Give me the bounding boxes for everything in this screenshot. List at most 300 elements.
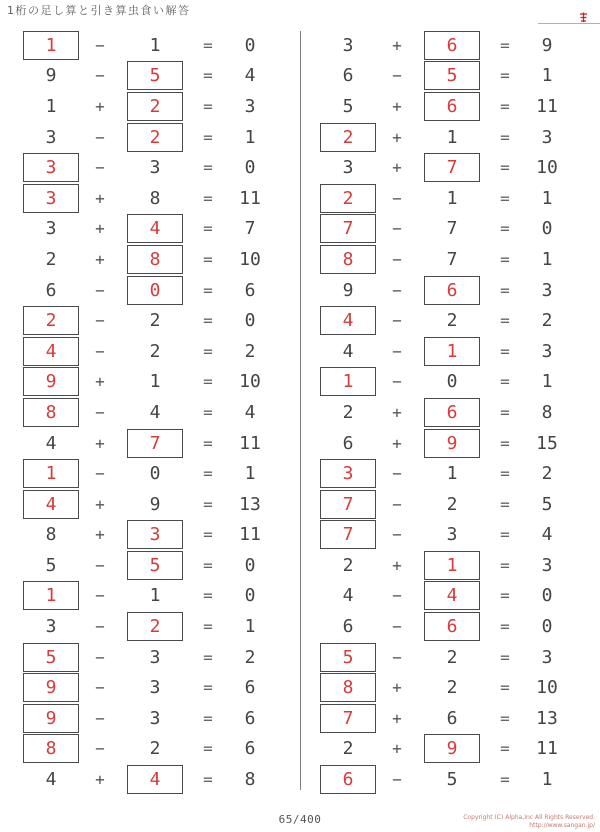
answer-box: 5	[127, 61, 183, 90]
operand-a: 3	[45, 616, 57, 638]
equation-row	[14, 703, 298, 734]
equation-row	[311, 428, 595, 459]
equation-row	[311, 275, 595, 306]
equals-sign: =	[203, 464, 213, 484]
operand-a: 4	[342, 585, 354, 607]
answer-box: 3	[127, 520, 183, 549]
equals-sign: =	[203, 770, 213, 790]
operand-a: 3	[45, 126, 57, 148]
operand-a: 1	[45, 95, 57, 117]
operator: −	[95, 341, 105, 361]
problems-column-left	[14, 30, 298, 795]
answer-box: 8	[23, 734, 79, 763]
operand-a: 2	[342, 554, 354, 576]
answer-box: 2	[127, 92, 183, 121]
result: 0	[541, 585, 553, 607]
equation-row	[14, 734, 298, 765]
operand-b: 2	[446, 646, 458, 668]
equals-sign: =	[500, 341, 510, 361]
operator: +	[95, 249, 105, 269]
result: 6	[244, 738, 256, 760]
operand-a: 9	[45, 65, 57, 87]
answer-box: 5	[424, 61, 480, 90]
equals-sign: =	[203, 617, 213, 637]
answer-box: 3	[23, 153, 79, 182]
equation-row	[311, 214, 595, 245]
operand-b: 7	[446, 218, 458, 240]
equation-row	[14, 489, 298, 520]
equation-row	[14, 764, 298, 795]
answer-box: 1	[424, 337, 480, 366]
operator: −	[392, 188, 402, 208]
operand-a: 5	[342, 95, 354, 117]
equation-row	[14, 336, 298, 367]
equation-row	[311, 30, 595, 61]
equals-sign: =	[203, 188, 213, 208]
equation-row	[311, 336, 595, 367]
operator: −	[392, 770, 402, 790]
result: 3	[541, 279, 553, 301]
answer-box: 5	[320, 643, 376, 672]
operand-b: 5	[446, 769, 458, 791]
operator: +	[95, 494, 105, 514]
operand-a: 8	[45, 524, 57, 546]
answer-box: 8	[127, 245, 183, 274]
operand-a: 2	[342, 401, 354, 423]
equals-sign: =	[500, 617, 510, 637]
equation-row	[311, 764, 595, 795]
operator: +	[392, 402, 402, 422]
answer-box: 4	[127, 765, 183, 794]
equation-row	[14, 581, 298, 612]
equals-sign: =	[500, 586, 510, 606]
operator: −	[392, 617, 402, 637]
operator: +	[392, 127, 402, 147]
operand-b: 2	[446, 493, 458, 515]
operator: +	[392, 433, 402, 453]
copyright	[463, 814, 595, 830]
operand-b: 2	[149, 340, 161, 362]
result: 7	[244, 218, 256, 240]
result: 11	[239, 432, 261, 454]
equals-sign: =	[500, 249, 510, 269]
result: 1	[541, 248, 553, 270]
result: 13	[536, 707, 558, 729]
equals-sign: =	[203, 372, 213, 392]
operand-b: 6	[446, 707, 458, 729]
operand-b: 1	[149, 34, 161, 56]
equation-row	[311, 642, 595, 673]
answer-box: 7	[320, 520, 376, 549]
result: 3	[541, 554, 553, 576]
operand-b: 7	[446, 248, 458, 270]
result: 1	[244, 126, 256, 148]
equals-sign: =	[500, 311, 510, 331]
equation-row	[311, 61, 595, 92]
equals-sign: =	[500, 770, 510, 790]
result: 6	[244, 677, 256, 699]
answer-box: 2	[23, 306, 79, 335]
result: 13	[239, 493, 261, 515]
answer-box: 1	[23, 31, 79, 60]
answer-box: 5	[23, 643, 79, 672]
equals-sign: =	[203, 158, 213, 178]
operator: +	[95, 96, 105, 116]
equals-sign: =	[203, 311, 213, 331]
equals-sign: =	[203, 249, 213, 269]
answer-box: 4	[424, 581, 480, 610]
operand-b: 0	[149, 463, 161, 485]
equation-row	[14, 152, 298, 183]
operand-a: 6	[45, 279, 57, 301]
equation-row	[14, 458, 298, 489]
operator: −	[392, 464, 402, 484]
equals-sign: =	[203, 127, 213, 147]
operator: −	[95, 555, 105, 575]
result: 11	[536, 738, 558, 760]
equals-sign: =	[203, 739, 213, 759]
result: 2	[244, 340, 256, 362]
answer-box: 8	[320, 673, 376, 702]
answer-box: 6	[424, 612, 480, 641]
operator: −	[95, 127, 105, 147]
equals-sign: =	[500, 188, 510, 208]
equation-row	[14, 367, 298, 398]
operator: +	[392, 678, 402, 698]
answer-box: 6	[424, 31, 480, 60]
equation-row	[311, 581, 595, 612]
result: 0	[541, 616, 553, 638]
answer-box: 9	[424, 734, 480, 763]
answer-box: 1	[23, 459, 79, 488]
equals-sign: =	[500, 66, 510, 86]
operator: −	[392, 647, 402, 667]
operand-b: 2	[149, 738, 161, 760]
answer-box: 8	[320, 245, 376, 274]
equals-sign: =	[500, 647, 510, 667]
answer-box: 2	[127, 123, 183, 152]
equals-sign: =	[500, 158, 510, 178]
equals-sign: =	[500, 494, 510, 514]
operand-a: 3	[45, 218, 57, 240]
equals-sign: =	[500, 96, 510, 116]
operand-b: 1	[149, 585, 161, 607]
page-title: 1桁の足し算と引き算虫食い解答	[7, 4, 191, 17]
equation-row	[311, 672, 595, 703]
problems-column-right	[311, 30, 595, 795]
operator: +	[392, 555, 402, 575]
equals-sign: =	[500, 678, 510, 698]
result: 1	[541, 371, 553, 393]
result: 3	[541, 646, 553, 668]
operator: −	[392, 341, 402, 361]
operand-a: 6	[342, 432, 354, 454]
operator: +	[95, 188, 105, 208]
answer-box: 2	[320, 184, 376, 213]
operator: −	[95, 586, 105, 606]
equation-row	[311, 489, 595, 520]
result: 11	[536, 95, 558, 117]
operand-a: 4	[342, 340, 354, 362]
equation-row	[14, 61, 298, 92]
equation-row	[14, 611, 298, 642]
answer-box: 4	[23, 490, 79, 519]
operand-a: 6	[342, 616, 354, 638]
equation-row	[311, 611, 595, 642]
result: 3	[541, 126, 553, 148]
operator: −	[95, 678, 105, 698]
operator: +	[95, 433, 105, 453]
equation-row	[14, 275, 298, 306]
operator: −	[392, 280, 402, 300]
operand-a: 2	[342, 738, 354, 760]
answer-box: 9	[23, 704, 79, 733]
page-number: 65/400	[278, 813, 322, 826]
equals-sign: =	[203, 494, 213, 514]
result: 0	[244, 310, 256, 332]
operator: +	[95, 372, 105, 392]
result: 4	[244, 401, 256, 423]
equation-row	[14, 642, 298, 673]
equals-sign: =	[203, 35, 213, 55]
operator: +	[392, 739, 402, 759]
result: 6	[244, 279, 256, 301]
result: 0	[541, 218, 553, 240]
result: 11	[239, 524, 261, 546]
answer-box: 2	[320, 123, 376, 152]
equation-row	[14, 30, 298, 61]
equals-sign: =	[203, 96, 213, 116]
result: 10	[239, 248, 261, 270]
equation-row	[14, 244, 298, 275]
operand-b: 8	[149, 187, 161, 209]
result: 8	[244, 769, 256, 791]
result: 1	[541, 187, 553, 209]
equation-row	[311, 183, 595, 214]
operator: +	[392, 96, 402, 116]
answer-box: 1	[320, 367, 376, 396]
answer-box: 7	[320, 214, 376, 243]
answer-box: 2	[127, 612, 183, 641]
equals-sign: =	[203, 219, 213, 239]
result: 2	[244, 646, 256, 668]
operator: −	[392, 311, 402, 331]
result: 3	[244, 95, 256, 117]
operator: +	[392, 158, 402, 178]
operator: −	[95, 66, 105, 86]
operator: −	[392, 586, 402, 606]
operand-b: 3	[149, 646, 161, 668]
equals-sign: =	[500, 525, 510, 545]
equals-sign: =	[500, 219, 510, 239]
equation-row	[311, 458, 595, 489]
equals-sign: =	[203, 647, 213, 667]
result: 10	[536, 677, 558, 699]
answer-box: 7	[320, 704, 376, 733]
operand-a: 6	[342, 65, 354, 87]
operand-b: 1	[446, 126, 458, 148]
operator: −	[95, 402, 105, 422]
equation-row	[311, 305, 595, 336]
equation-row	[14, 214, 298, 245]
copyright-line1: Copyright (C) Alpha,Inc All Rights Reserved.	[463, 814, 595, 821]
equation-row	[14, 428, 298, 459]
result: 2	[541, 310, 553, 332]
operand-a: 2	[45, 248, 57, 270]
operand-b: 0	[446, 371, 458, 393]
equation-row	[311, 550, 595, 581]
result: 0	[244, 157, 256, 179]
operand-a: 5	[45, 554, 57, 576]
equals-sign: =	[500, 280, 510, 300]
answer-box: 6	[424, 398, 480, 427]
result: 0	[244, 34, 256, 56]
result: 4	[541, 524, 553, 546]
result: 15	[536, 432, 558, 454]
operand-b: 1	[446, 463, 458, 485]
equation-row	[14, 122, 298, 153]
answer-box: 9	[424, 429, 480, 458]
equation-row	[311, 91, 595, 122]
operand-b: 9	[149, 493, 161, 515]
operand-b: 2	[149, 310, 161, 332]
answer-box: 3	[320, 459, 376, 488]
result: 10	[536, 157, 558, 179]
operator: −	[392, 494, 402, 514]
result: 9	[541, 34, 553, 56]
equation-row	[311, 152, 595, 183]
answer-box: 4	[127, 214, 183, 243]
equation-row	[311, 397, 595, 428]
equation-row	[14, 550, 298, 581]
operator: −	[95, 617, 105, 637]
result: 10	[239, 371, 261, 393]
equals-sign: =	[203, 525, 213, 545]
operand-b: 1	[149, 371, 161, 393]
result: 1	[541, 769, 553, 791]
equals-sign: =	[500, 555, 510, 575]
operand-b: 3	[446, 524, 458, 546]
operator: −	[392, 66, 402, 86]
equation-row	[311, 520, 595, 551]
operand-b: 3	[149, 157, 161, 179]
answer-box: 6	[320, 765, 376, 794]
equals-sign: =	[203, 555, 213, 575]
operator: −	[95, 708, 105, 728]
answer-box: 1	[424, 551, 480, 580]
operand-b: 4	[149, 401, 161, 423]
operand-b: 2	[446, 310, 458, 332]
column-divider	[300, 31, 301, 790]
equation-row	[14, 91, 298, 122]
equals-sign: =	[203, 586, 213, 606]
equals-sign: =	[203, 402, 213, 422]
result: 4	[244, 65, 256, 87]
equals-sign: =	[500, 127, 510, 147]
copyright-line2: http://www.sangan.jp/	[529, 822, 595, 829]
equation-row	[311, 244, 595, 275]
result: 0	[244, 554, 256, 576]
operand-a: 9	[342, 279, 354, 301]
operator: +	[95, 219, 105, 239]
equals-sign: =	[500, 35, 510, 55]
equals-sign: =	[500, 708, 510, 728]
equals-sign: =	[500, 739, 510, 759]
equation-row	[311, 734, 595, 765]
result: 1	[244, 463, 256, 485]
equation-row	[14, 672, 298, 703]
equals-sign: =	[203, 341, 213, 361]
operator: +	[95, 770, 105, 790]
answer-box: 0	[127, 276, 183, 305]
equals-sign: =	[500, 372, 510, 392]
answer-box: 5	[127, 551, 183, 580]
equation-row	[14, 397, 298, 428]
operator: −	[392, 249, 402, 269]
answer-box: 9	[23, 673, 79, 702]
answer-box: 3	[23, 184, 79, 213]
operator: −	[392, 372, 402, 392]
answer-box: 9	[23, 367, 79, 396]
operand-a: 3	[342, 34, 354, 56]
result: 1	[244, 616, 256, 638]
answer-box: 7	[424, 153, 480, 182]
answer-box: 1	[23, 581, 79, 610]
operator: −	[95, 739, 105, 759]
operator: −	[392, 525, 402, 545]
operator: −	[95, 280, 105, 300]
result: 11	[239, 187, 261, 209]
operand-a: 3	[342, 157, 354, 179]
equals-sign: =	[500, 464, 510, 484]
result: 1	[541, 65, 553, 87]
equation-row	[311, 122, 595, 153]
answer-box: 6	[424, 92, 480, 121]
equation-row	[14, 520, 298, 551]
operator: −	[95, 647, 105, 667]
logo-mark-icon	[579, 12, 588, 23]
operator: −	[95, 464, 105, 484]
result: 5	[541, 493, 553, 515]
answer-box: 8	[23, 398, 79, 427]
equation-row	[311, 367, 595, 398]
equals-sign: =	[203, 66, 213, 86]
equation-row	[14, 183, 298, 214]
operand-b: 2	[446, 677, 458, 699]
operator: −	[95, 35, 105, 55]
logo-underline	[538, 23, 600, 24]
answer-box: 6	[424, 276, 480, 305]
operand-b: 1	[446, 187, 458, 209]
operator: +	[95, 525, 105, 545]
operator: +	[392, 708, 402, 728]
operand-a: 4	[45, 432, 57, 454]
result: 0	[244, 585, 256, 607]
answer-box: 4	[320, 306, 376, 335]
equals-sign: =	[500, 433, 510, 453]
answer-box: 7	[127, 429, 183, 458]
equals-sign: =	[203, 280, 213, 300]
answer-box: 7	[320, 490, 376, 519]
operand-a: 4	[45, 769, 57, 791]
equals-sign: =	[500, 402, 510, 422]
answer-box: 4	[23, 337, 79, 366]
operator: +	[392, 35, 402, 55]
operand-b: 3	[149, 677, 161, 699]
operand-b: 3	[149, 707, 161, 729]
result: 6	[244, 707, 256, 729]
operator: −	[95, 158, 105, 178]
